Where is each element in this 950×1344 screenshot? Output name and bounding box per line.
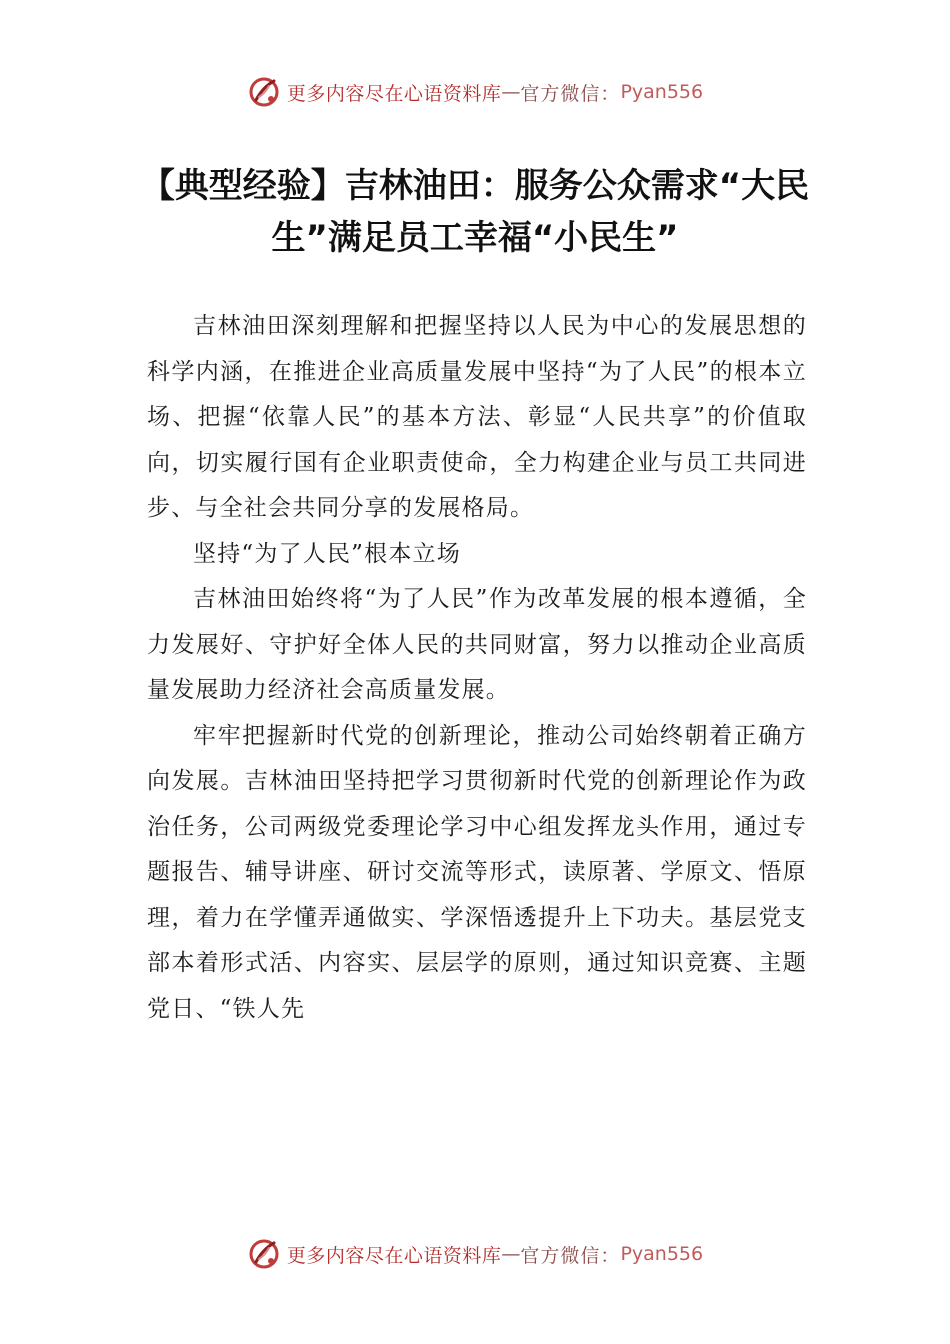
ink-brush-logo-icon — [247, 1237, 281, 1271]
paragraph-theory-study: 牢牢把握新时代党的创新理论，推动公司始终朝着正确方向发展。吉林油田坚持把学习贯彻新时代党的创新理论作为政治任务，公司两级党委理论学习中心组发挥龙头作用，通过专题报告、辅导讲座、研讨交流等形式，读原著、学原文、悟原理，着力在学懂弄通做实、学深悟透提升上下功夫。基层党支部本着形式活、内容实、层层学的原则，通过知识竞赛、主题党日、“铁人先 — [147, 722, 807, 1022]
watermark-separator: — — [501, 81, 521, 103]
paragraph-intro: 吉林油田深刻理解和把握坚持以人民为中心的发展思想的科学内涵，在推进企业高质量发展中坚持“为了人民”的根本立场、把握“依靠人民”的基本方法、彰显“人民共享”的价值取向，切实履行国有企业职责使命，全力构建企业与员工共同进步、与全社会共同分享的发展格局。 — [147, 313, 807, 521]
watermark-text: 更多内容尽在心语资料库 — [286, 82, 502, 105]
document-title: 【典型经验】吉林油田：服务公众需求“大民生”满足员工幸福“小民生” — [140, 166, 810, 258]
bottom-watermark-banner — [0, 1232, 950, 1276]
watermark-wechat-id: Pyan556 — [620, 1243, 704, 1265]
watermark-wechat-label: 官方微信： — [520, 1244, 621, 1267]
watermark-text: 更多内容尽在心语资料库 — [286, 1244, 502, 1267]
watermark-separator: — — [501, 1243, 521, 1265]
watermark-wechat-label: 官方微信： — [520, 82, 621, 105]
document-body — [147, 304, 807, 1032]
paragraph-section-summary: 吉林油田始终将“为了人民”作为改革发展的根本遵循，全力发展好、守护好全体人民的共同财富，努力以推动企业高质量发展助力经济社会高质量发展。 — [147, 586, 807, 703]
section-heading: 坚持“为了人民”根本立场 — [193, 540, 461, 567]
watermark-wechat-id: Pyan556 — [620, 81, 704, 103]
top-watermark-banner — [0, 70, 950, 114]
ink-brush-logo-icon — [247, 75, 281, 109]
